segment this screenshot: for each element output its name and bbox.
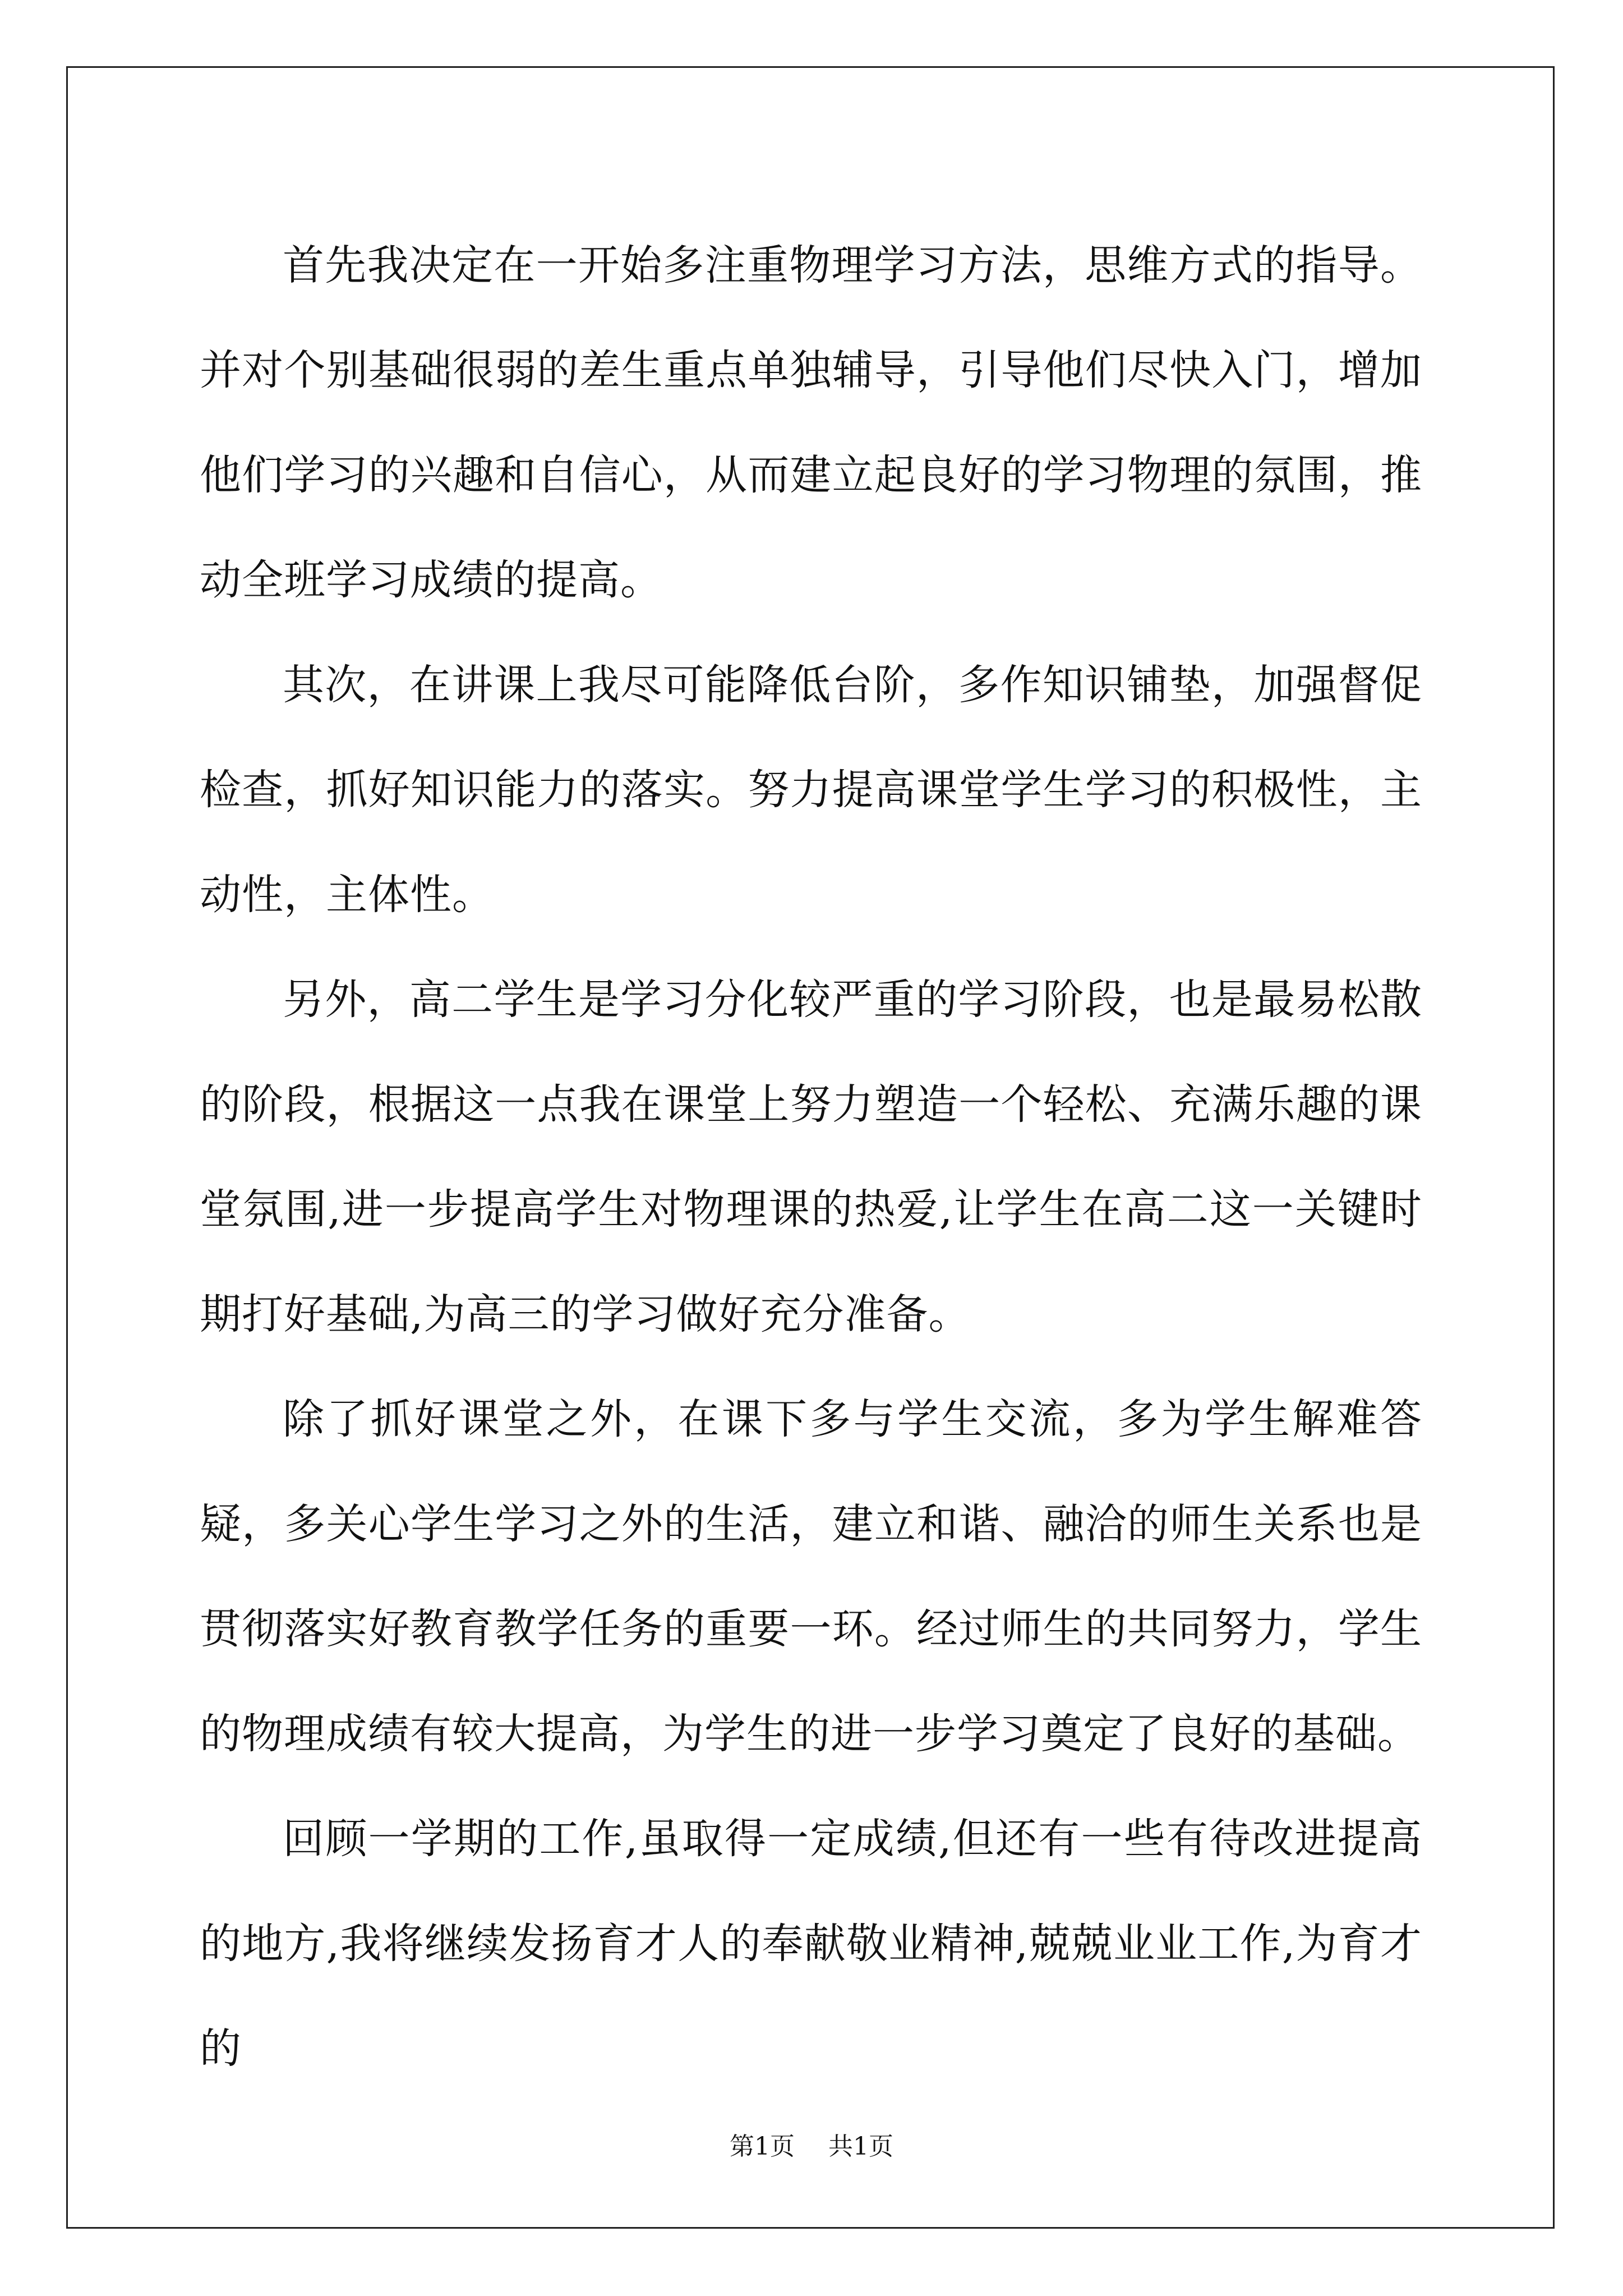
paragraph-5: 回顾一学期的工作,虽取得一定成绩,但还有一些有待改进提高的地方,我将继续发扬育才人的奉献敬业精神,兢兢业业工作,为育才的 — [200, 1815, 1422, 2073]
paragraph-1: 首先我决定在一开始多注重物理学习方法，思维方式的指导。并对个别基础很弱的差生重点单独辅导，引导他们尽快入门，增加他们学习的兴趣和自信心，从而建立起良好的学习物理的氛围，推动全班学习成绩的提高。 — [200, 241, 1422, 604]
page-total: 共1页 — [828, 2132, 893, 2161]
paragraph-2: 其次，在讲课上我尽可能降低台阶，多作知识铺垫，加强督促检查，抓好知识能力的落实。努力提高课堂学生学习的积极性，主动性，主体性。 — [200, 661, 1422, 919]
document-body — [200, 213, 1422, 2101]
paragraph-4: 除了抓好课堂之外，在课下多与学生交流，多为学生解难答疑，多关心学生学习之外的生活，建立和谐、融洽的师生关系也是贯彻落实好教育教学任务的重要一环。经过师生的共同努力，学生的物理成绩有较大提高，为学生的进一步学习奠定了良好的基础。 — [200, 1395, 1422, 1758]
page-footer — [0, 2126, 1623, 2162]
page-number: 第1页 — [730, 2132, 795, 2161]
paragraph-3: 另外，高二学生是学习分化较严重的学习阶段，也是最易松散的阶段，根据这一点我在课堂上努力塑造一个轻松、充满乐趣的课堂氛围,进一步提高学生对物理课的热爱,让学生在高二这一关键时期打好基础,为高三的学习做好充分准备。 — [200, 976, 1422, 1338]
